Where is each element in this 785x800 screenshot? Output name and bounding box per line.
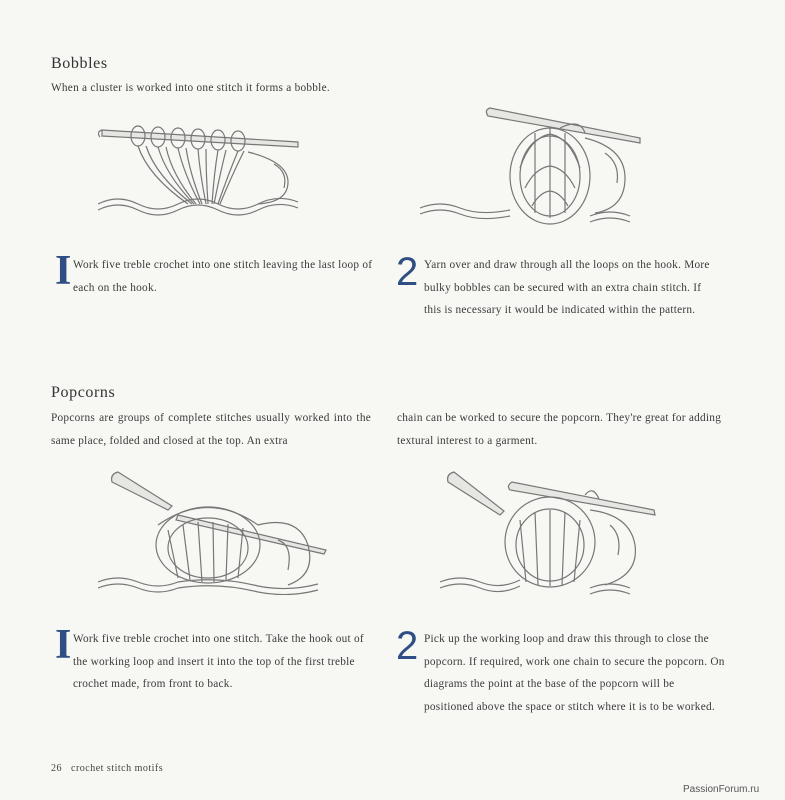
step-text: Work five treble crochet into one stitch. Take the hook out of the working loop and insert it into the top of the first treble crochet made, from front to back. — [73, 633, 364, 690]
page-footer — [51, 763, 163, 774]
popcorns-intro-right: chain can be worked to secure the popcorn. They're great for adding textural interest to a garment. — [397, 412, 722, 447]
bobble-step2 — [396, 252, 721, 322]
watermark: PassionForum.ru — [683, 784, 760, 795]
step-number: 2 — [396, 624, 419, 668]
bobbles-intro: When a cluster is worked into one stitch it forms a bobble. — [51, 82, 330, 94]
popcorns-intro-left: Popcorns are groups of complete stitches usually worked into the same place, folded and closed at the top. An extra — [51, 412, 371, 447]
step-text: Pick up the working loop and draw this through to close the popcorn. If required, work one chain to secure the popcorn. On diagrams the point at the base of the popcorn will be positioned above the space or stitch where it is to be worked. — [424, 633, 725, 713]
popcorn-step2-illustration — [440, 470, 665, 595]
bobble-step1 — [55, 248, 373, 299]
bobble-step2-illustration — [420, 98, 650, 226]
step-text: Work five treble crochet into one stitch leaving the last loop of each on the hook. — [73, 259, 373, 294]
bobbles-heading: Bobbles — [51, 55, 108, 72]
popcorn-step1 — [55, 622, 375, 696]
bobble-step1-illustration — [98, 112, 313, 224]
popcorn-step1-illustration — [98, 470, 333, 595]
step-number: I — [55, 622, 72, 668]
step-number: 2 — [396, 250, 419, 294]
popcorns-heading: Popcorns — [51, 384, 116, 401]
page-number: 26 — [51, 763, 62, 774]
book-title: crochet stitch motifs — [71, 763, 164, 774]
popcorn-step2 — [396, 626, 726, 718]
step-number: I — [55, 248, 72, 294]
step-text: Yarn over and draw through all the loops on the hook. More bulky bobbles can be secured with an extra chain stitch. If this is necessary it would be indicated within the pattern. — [424, 259, 710, 316]
